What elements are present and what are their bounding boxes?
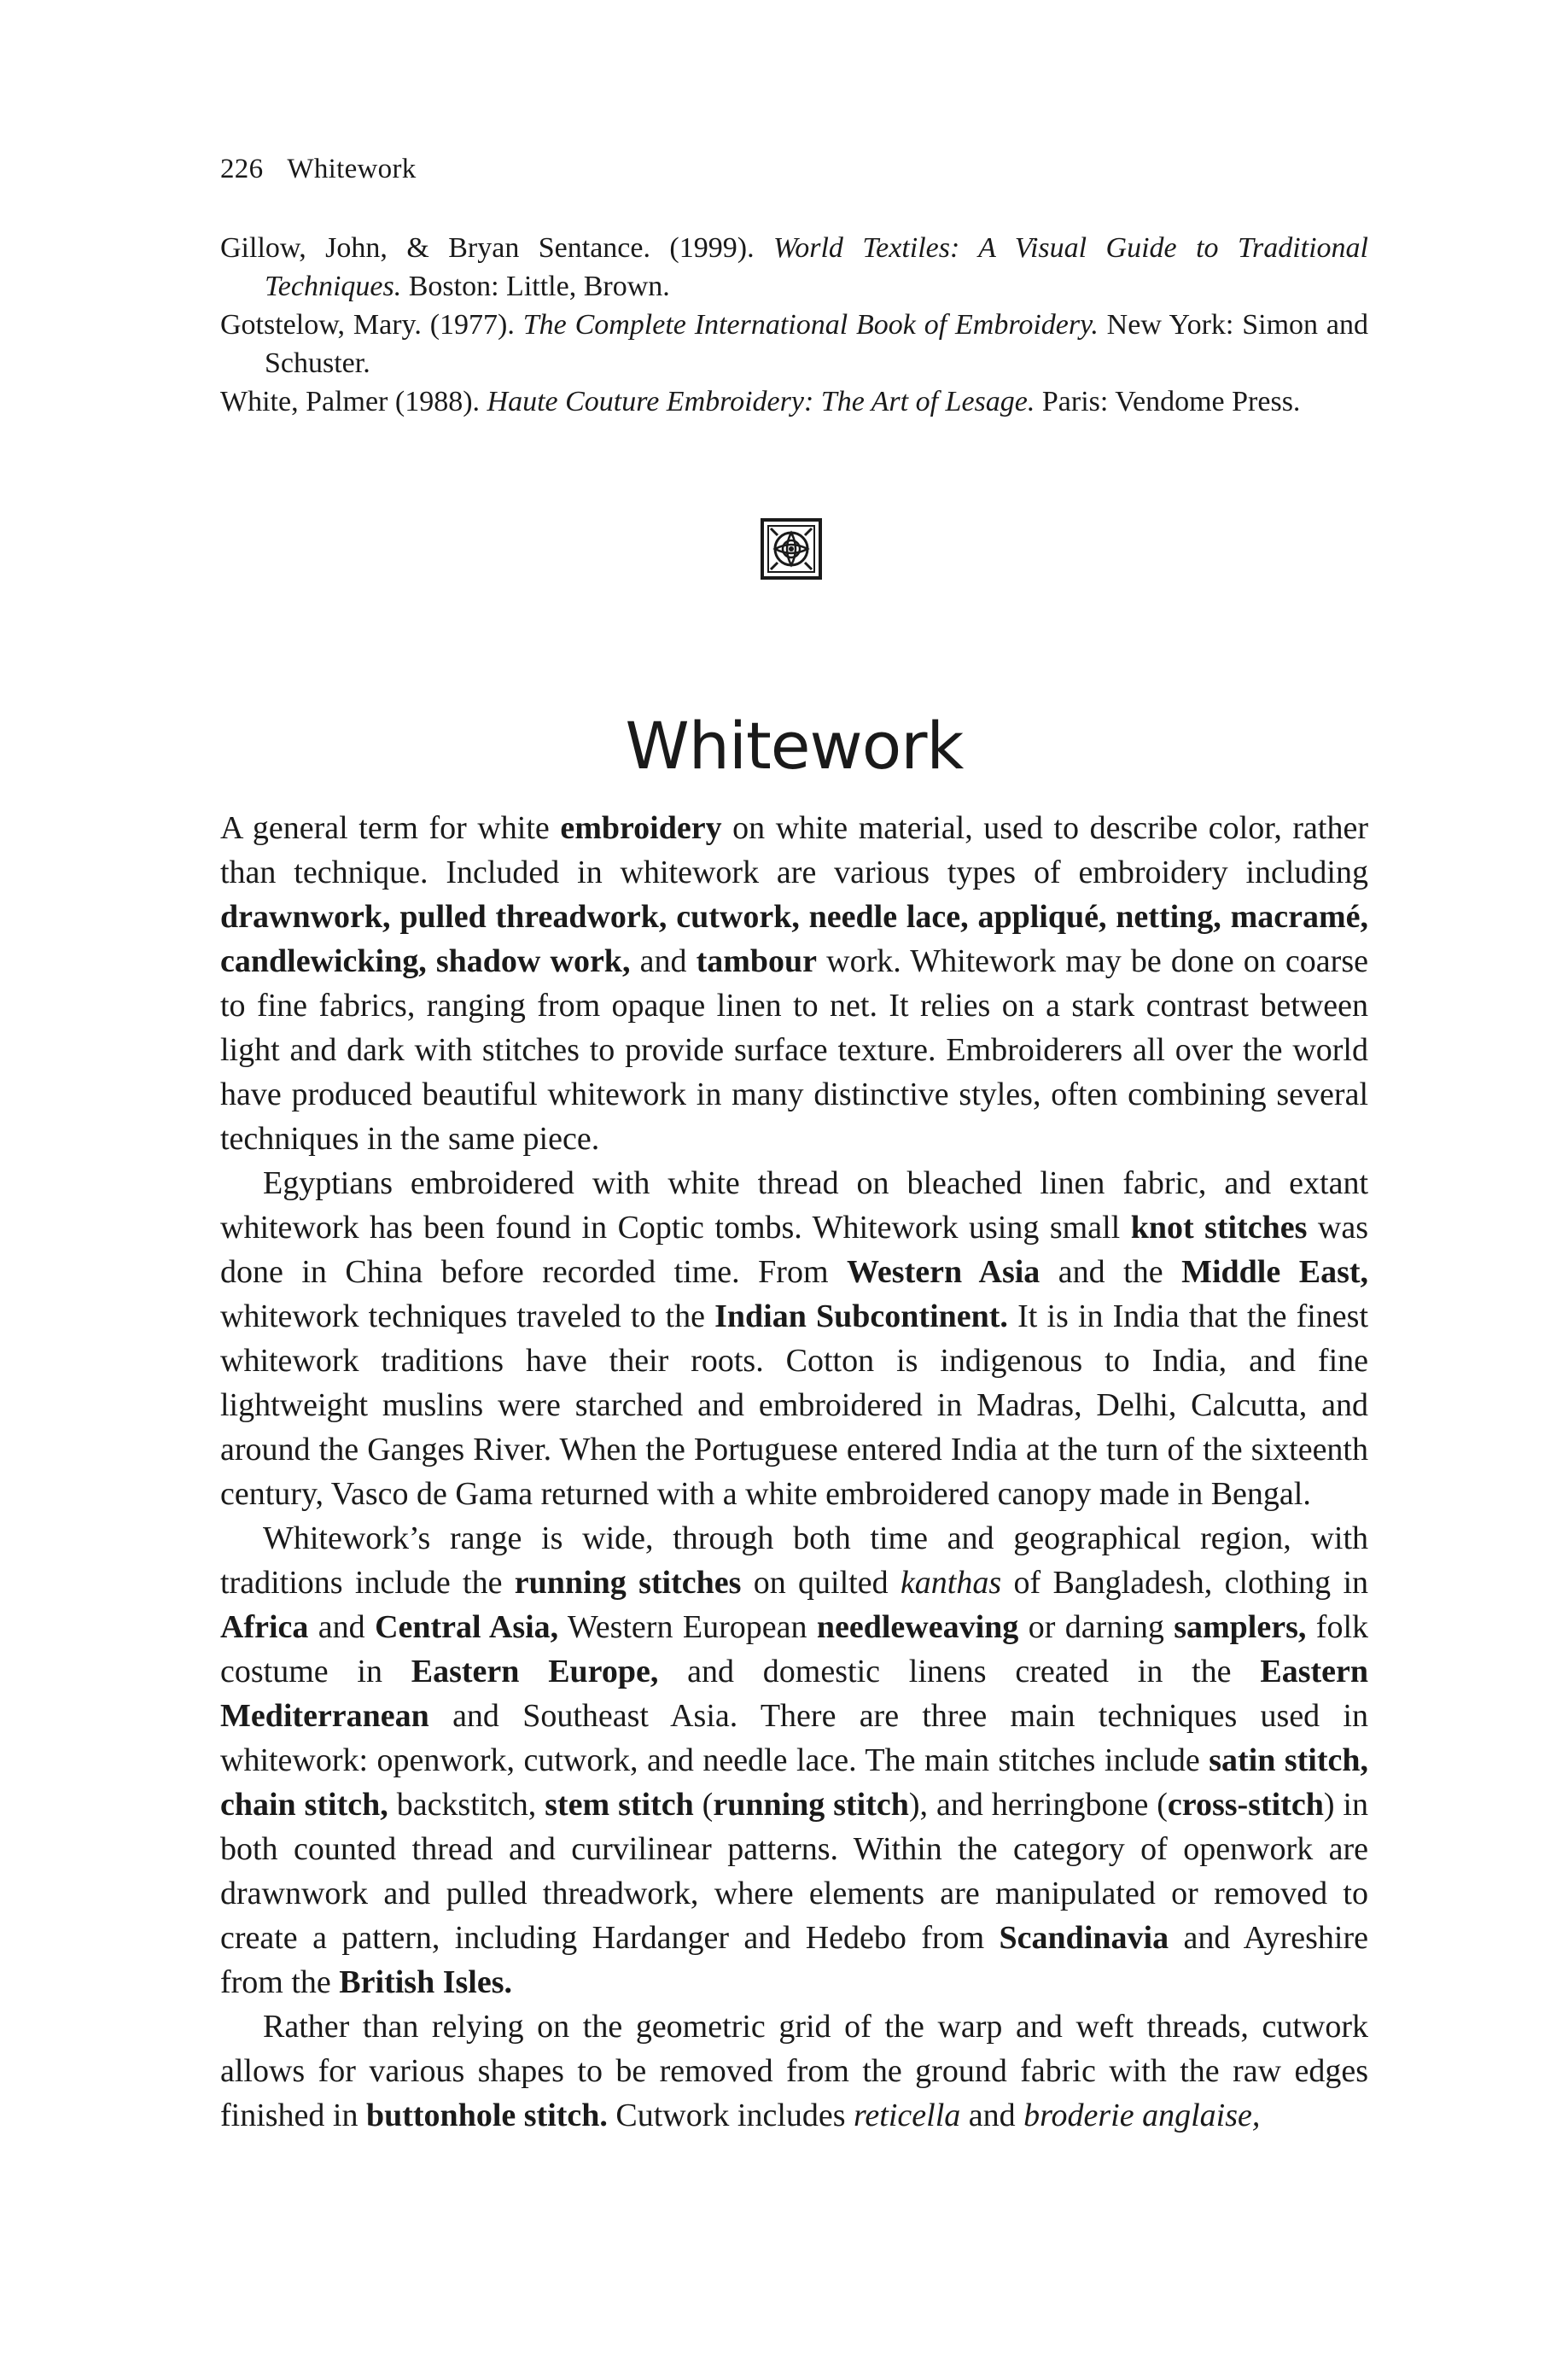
cross-reference: embroidery — [560, 810, 722, 846]
italic-term: broderie anglaise, — [1023, 2098, 1261, 2133]
bib-publisher: Boston: Little, Brown. — [401, 271, 670, 302]
body-paragraph: Whitework’s range is wide, through both time and geographical region, with traditions include the running stitches on quilted kanthas of Bangladesh, clothing in Africa and Central Asia, Western European needleweaving or darning samplers, folk costume in Eastern Europe, and domestic linens created in the Eastern Mediterranean and Southeast Asia. There are three main techniques used in whitework: openwork, cutwork, and needle lace. The main stitches include satin stitch, chain stitch, backstitch, stem stitch (running stitch), and herringbone (cross-stitch) in both counted thread and curvilinear patterns. Within the category of openwork are drawnwork and pulled threadwork, where elements are manipulated or removed to create a pattern, including Hardanger and Hedebo from Scandinavia and Ayreshire from the British Isles. — [220, 1520, 1369, 2000]
entry-body — [220, 806, 1368, 2138]
bib-title: Haute Couture Embroidery: The Art of Lesage. — [487, 386, 1035, 417]
body-paragraph: Egyptians embroidered with white thread on bleached linen fabric, and extant whitework has been found in Coptic tombs. Whitework using small knot stitches was done in China before recorded time. From Western Asia and the Middle East, whitework techniques traveled to the Indian Subcontinent. It is in India that the finest whitework traditions have their roots. Cotton is indigenous to India, and fine lightweight muslins were starched and embroidered in Madras, Delhi, Calcutta, and around the Ganges River. When the Portuguese entered India at the turn of the sixteenth century, Vasco de Gama returned with a white embroidered canopy made in Bengal. — [220, 1165, 1369, 1512]
bib-author-year: Gillow, John, & Bryan Sentance. (1999). — [220, 232, 774, 264]
cross-reference: Western Asia — [847, 1254, 1040, 1290]
running-head — [220, 154, 417, 185]
cross-reference: Eastern Europe, — [411, 1654, 659, 1689]
bibliography-entry — [220, 306, 1368, 382]
celtic-knot-ornament-icon — [761, 518, 822, 580]
cross-reference: Africa — [220, 1609, 309, 1645]
cross-reference: buttonhole stitch. — [365, 2098, 608, 2133]
italic-term: reticella — [854, 2098, 961, 2133]
bib-publisher: Paris: Vendome Press. — [1035, 386, 1301, 417]
bibliography — [220, 229, 1368, 421]
italic-term: kanthas — [900, 1565, 1002, 1601]
cross-reference: running stitch — [713, 1787, 909, 1823]
cross-reference: satin stitch, chain stitch, — [220, 1742, 1368, 1823]
entry-title: Whitework — [625, 707, 964, 784]
running-head-section: Whitework — [287, 154, 417, 184]
cross-reference: running stitches — [514, 1565, 742, 1601]
cross-reference: Scandinavia — [999, 1920, 1169, 1956]
cross-reference: needleweaving — [816, 1609, 1019, 1645]
bib-author-year: White, Palmer (1988). — [220, 386, 487, 417]
page-number: 226 — [220, 154, 264, 184]
body-paragraph: A general term for white embroidery on white material, used to describe color, rather than technique. Included in whitework are various types of embroidery including drawnwork, pulled threadwork, cutwork, needle lace, appliqué, netting, macramé, candlewicking, shadow work, and tambour work. Whitework may be done on coarse to fine fabrics, ranging from opaque linen to net. It relies on a stark contrast between light and dark with stitches to provide surface texture. Embroiderers all over the world have produced beautiful whitework in many distinctive styles, often combining several techniques in the same piece. — [220, 810, 1368, 1157]
bib-publisher: New York: Simon and Schuster. — [265, 309, 1368, 379]
cross-reference: tambour — [696, 943, 818, 979]
body-paragraph: Rather than relying on the geometric grid of the warp and weft threads, cutwork allows for various shapes to be removed from the ground fabric with the raw edges finished in buttonhole stitch. Cutwork includes reticella and broderie anglaise, — [220, 2009, 1368, 2133]
cross-reference: knot stitches — [1130, 1210, 1308, 1246]
bib-author-year: Gotstelow, Mary. (1977). — [220, 309, 523, 341]
cross-reference: drawnwork, pulled threadwork, cutwork, needle lace, appliqué, netting, macramé, candlewicking, shadow work, — [220, 899, 1368, 979]
cross-reference: samplers, — [1174, 1609, 1307, 1645]
cross-reference: Middle East, — [1181, 1254, 1369, 1290]
cross-reference: British Isles. — [339, 1964, 512, 2000]
bib-title: World Textiles: A Visual Guide to Traditional Techniques. — [265, 232, 1369, 302]
bib-title: The Complete International Book of Embroidery. — [522, 309, 1099, 341]
cross-reference: Indian Subcontinent. — [714, 1298, 1008, 1334]
bibliography-entry — [220, 382, 1368, 421]
cross-reference: Central Asia, — [375, 1609, 559, 1645]
cross-reference: cross-stitch — [1167, 1787, 1324, 1823]
cross-reference: stem stitch — [545, 1787, 694, 1823]
bibliography-entry — [220, 229, 1368, 306]
cross-reference: Eastern Mediterranean — [220, 1654, 1368, 1734]
